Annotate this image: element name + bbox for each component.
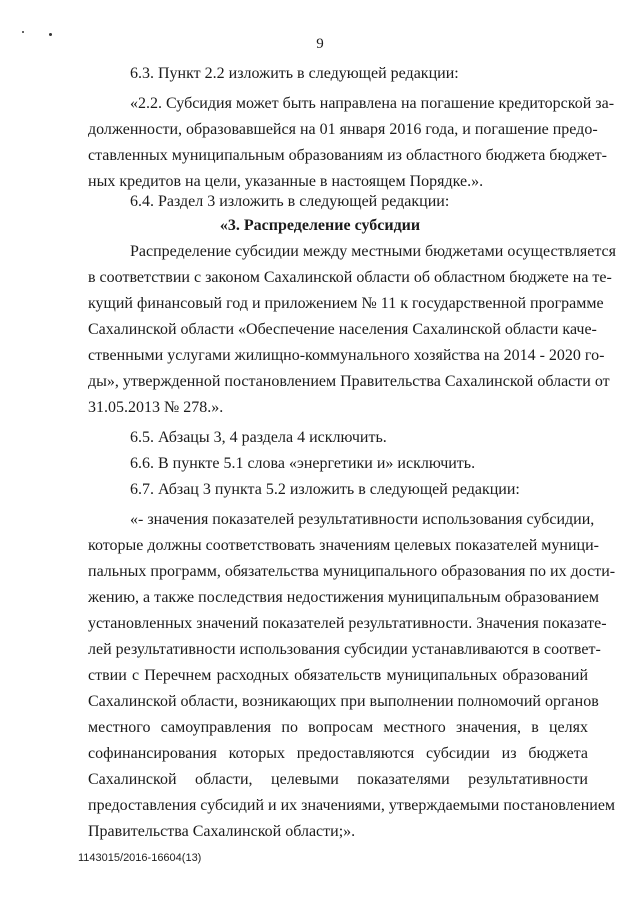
document-id: 1143015/2016-16604(13) [78,852,202,864]
paragraph-6-6: 6.6. В пункте 5.1 слова «энергетики и» исключить. [130,455,476,472]
page-number: 9 [316,36,324,52]
quote-line: долженности, образовавшейся на 01 января 2016 года, и погашение предо- [88,121,598,138]
body-line: ды», утвержденной постановлением Правительства Сахалинской области от [88,373,610,390]
quote-line: жению, а также последствия недостижения муниципальным образованием [88,589,600,606]
body-line: Распределение субсидии между местными бюджетами осуществляется [130,243,616,260]
paragraph-6-7: 6.7. Абзац 3 пункта 5.2 изложить в следующей редакции: [130,481,520,498]
quote-line: ставленных муниципальным образованиям из областного бюджета бюджет- [88,147,607,164]
quote-line: ствии с Перечнем расходных обязательств муниципальных образований [88,667,588,684]
body-line: в соответствии с законом Сахалинской области об областном бюджете на те- [88,269,612,286]
quote-line: местного самоуправления по вопросам местного значения, в целях [88,719,588,736]
quote-line: софинансирования которых предоставляются субсидии из бюджета [88,745,588,762]
body-line: кущий финансовый год и приложением № 11 к государственной программе [88,295,604,312]
quote-line: Правительства Сахалинской области;». [88,823,356,840]
scan-speck [22,31,24,33]
quote-line: Сахалинской области, возникающих при выполнении полномочий органов [88,693,599,710]
quote-line: «2.2. Субсидия может быть направлена на погашение кредиторской за- [130,95,615,112]
quote-line: ных кредитов на цели, указанные в настоящем Порядке.». [88,173,484,190]
quote-line: «- значения показателей результативности использования субсидии, [130,511,595,528]
body-line: Сахалинской области «Обеспечение населения Сахалинской области каче- [88,321,597,338]
quote-line: пальных программ, обязательства муниципального образования по их дости- [88,563,616,580]
quote-line: предоставления субсидий и их значениями, утверждаемыми постановлением [88,797,616,814]
paragraph-6-5: 6.5. Абзацы 3, 4 раздела 4 исключить. [130,429,387,446]
quote-line: Сахалинской области, целевыми показателями результативности [88,771,588,788]
paragraph-6-3: 6.3. Пункт 2.2 изложить в следующей редакции: [130,65,459,82]
section-heading: «3. Распределение субсидии [219,217,421,234]
paragraph-6-4: 6.4. Раздел 3 изложить в следующей редакции: [130,193,450,210]
quote-line: установленных значений показателей результативности. Значения показате- [88,615,607,632]
body-line: 31.05.2013 № 278.». [88,399,224,416]
quote-line: лей результативности использования субсидии устанавливаются в соответ- [88,641,601,658]
body-line: ственными услугами жилищно-коммунального хозяйства на 2014 - 2020 го- [88,347,605,364]
quote-line: которые должны соответствовать значениям целевых показателей муници- [88,537,599,554]
